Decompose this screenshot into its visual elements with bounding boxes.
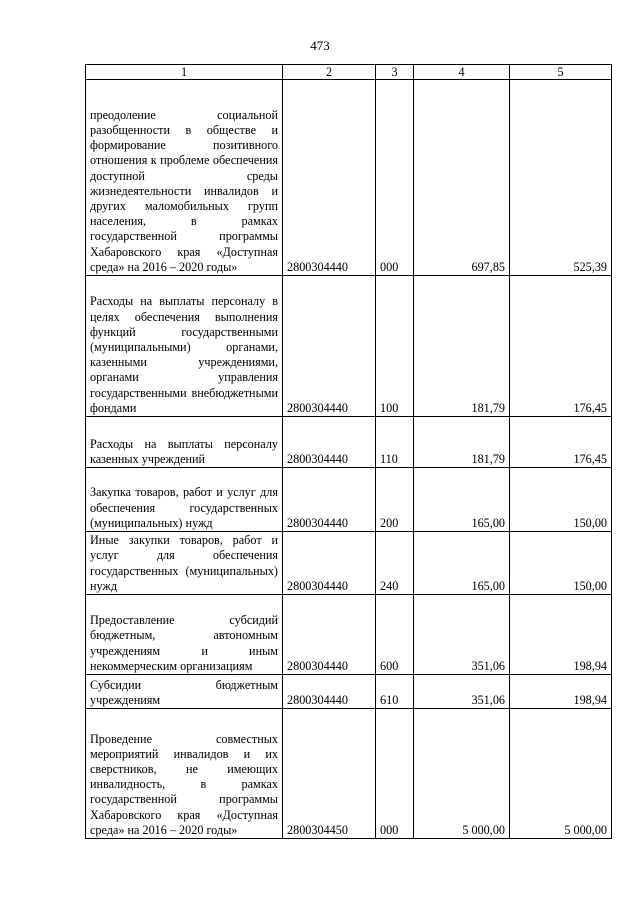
column-header: 1 bbox=[86, 65, 283, 80]
table-row bbox=[86, 417, 612, 468]
amount-2019: 697,85 bbox=[414, 80, 510, 276]
target-code: 2800304450 bbox=[283, 709, 376, 839]
target-code: 2800304440 bbox=[283, 675, 376, 709]
amount-2019: 165,00 bbox=[414, 468, 510, 532]
target-code: 2800304440 bbox=[283, 276, 376, 417]
target-code: 2800304440 bbox=[283, 532, 376, 595]
amount-2020: 198,94 bbox=[510, 675, 612, 709]
item-name: преодоление социальной разобщенности в обществе и формирование позитивного отношения к проблеме обеспечения доступной среды жизнедеятельности инвалидов и других маломобильных групп населения, в рамках государственной программы Хабаровского края «Доступная среда» на 2016 – 2020 годы» bbox=[86, 80, 283, 276]
amount-2020: 198,94 bbox=[510, 595, 612, 675]
column-header: 4 bbox=[414, 65, 510, 80]
page-number: 473 bbox=[310, 38, 330, 53]
amount-2019: 181,79 bbox=[414, 417, 510, 468]
table-row bbox=[86, 709, 612, 839]
item-name: Предоставление субсидий бюджетным, автономным учреждениям и иным некоммерческим организациям bbox=[86, 595, 283, 675]
target-code: 2800304440 bbox=[283, 417, 376, 468]
table-row bbox=[86, 595, 612, 675]
amount-2019: 351,06 bbox=[414, 595, 510, 675]
amount-2019: 351,06 bbox=[414, 675, 510, 709]
target-code: 2800304440 bbox=[283, 595, 376, 675]
expense-type: 240 bbox=[376, 532, 414, 595]
amount-2019: 5 000,00 bbox=[414, 709, 510, 839]
column-header: 5 bbox=[510, 65, 612, 80]
expense-type: 110 bbox=[376, 417, 414, 468]
amount-2020: 176,45 bbox=[510, 417, 612, 468]
column-header: 3 bbox=[376, 65, 414, 80]
expense-type: 000 bbox=[376, 80, 414, 276]
amount-2020: 525,39 bbox=[510, 80, 612, 276]
table-row bbox=[86, 675, 612, 709]
item-name: Проведение совместных мероприятий инвалидов и их сверстников, не имеющих инвалидность, в рамках государственной программы Хабаровского края «Доступная среда» на 2016 – 2020 годы» bbox=[86, 709, 283, 839]
table-row bbox=[86, 468, 612, 532]
expense-type: 100 bbox=[376, 276, 414, 417]
target-code: 2800304440 bbox=[283, 80, 376, 276]
target-code: 2800304440 bbox=[283, 468, 376, 532]
amount-2020: 150,00 bbox=[510, 468, 612, 532]
amount-2019: 181,79 bbox=[414, 276, 510, 417]
table-row bbox=[86, 532, 612, 595]
amount-2020: 5 000,00 bbox=[510, 709, 612, 839]
table-row bbox=[86, 276, 612, 417]
column-header: 2 bbox=[283, 65, 376, 80]
amount-2020: 150,00 bbox=[510, 532, 612, 595]
expense-type: 000 bbox=[376, 709, 414, 839]
table-header-row bbox=[86, 65, 612, 80]
budget-table bbox=[85, 64, 612, 839]
expense-type: 200 bbox=[376, 468, 414, 532]
item-name: Расходы на выплаты персоналу казенных учреждений bbox=[86, 417, 283, 468]
item-name: Расходы на выплаты персоналу в целях обеспечения выполнения функций государственными (муниципальными) органами, казенными учреждениями, органами управления государственными внебюджетными фондами bbox=[86, 276, 283, 417]
expense-type: 600 bbox=[376, 595, 414, 675]
item-name: Иные закупки товаров, работ и услуг для обеспечения государственных (муниципальных) нужд bbox=[86, 532, 283, 595]
amount-2019: 165,00 bbox=[414, 532, 510, 595]
expense-type: 610 bbox=[376, 675, 414, 709]
item-name: Закупка товаров, работ и услуг для обеспечения государственных (муниципальных) нужд bbox=[86, 468, 283, 532]
amount-2020: 176,45 bbox=[510, 276, 612, 417]
table-row bbox=[86, 80, 612, 276]
item-name: Субсидии бюджетным учреждениям bbox=[86, 675, 283, 709]
